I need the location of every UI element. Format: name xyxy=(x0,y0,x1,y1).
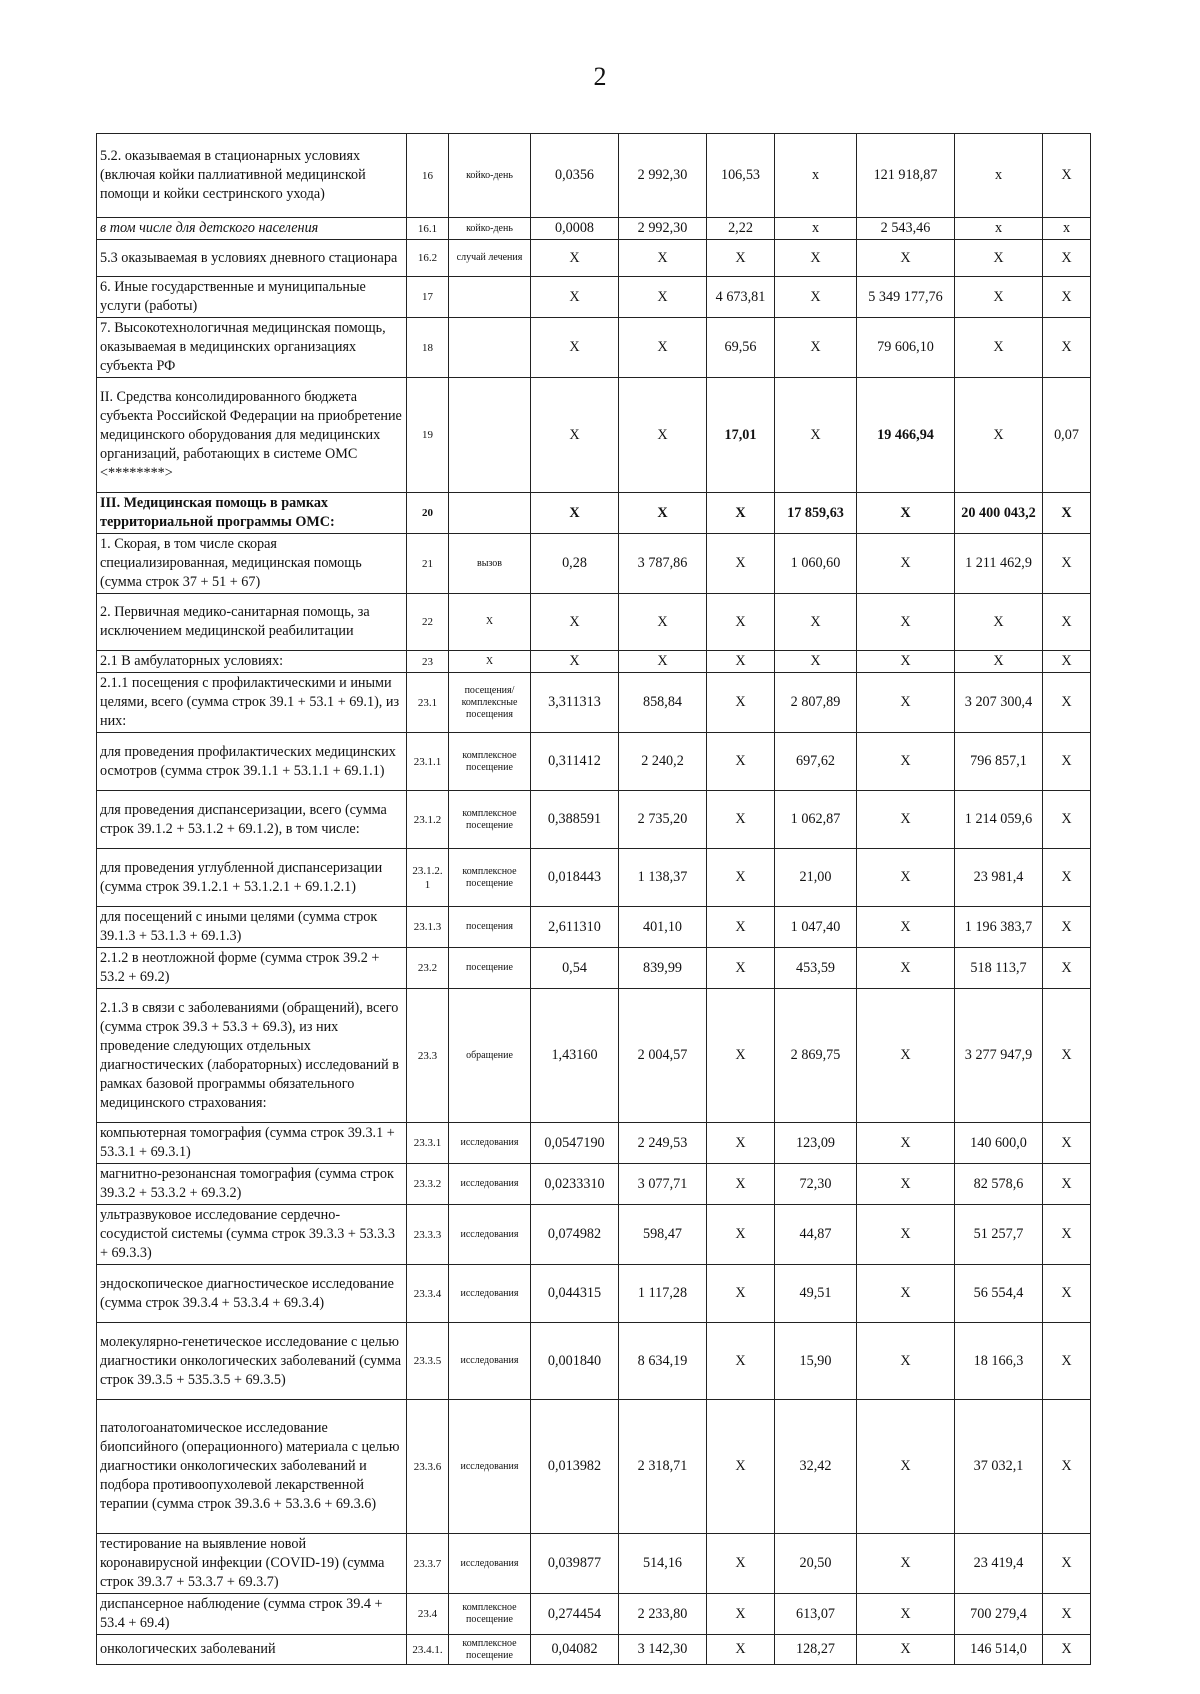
cell-c7: Х xyxy=(1043,318,1091,378)
cell-c5: 19 466,94 xyxy=(857,378,955,493)
cell-c7: Х xyxy=(1043,240,1091,277)
cell-c1: 0,013982 xyxy=(531,1400,619,1534)
cell-c7: Х xyxy=(1043,277,1091,318)
cell-c3: Х xyxy=(707,1400,775,1534)
cell-c3: Х xyxy=(707,1323,775,1400)
cell-code: 23.4.1. xyxy=(407,1635,449,1665)
cell-c5: Х xyxy=(857,534,955,594)
cell-name: III. Медицинская помощь в рамках территориальной программы ОМС: xyxy=(97,493,407,534)
cell-name: 1. Скорая, в том числе скорая специализированная, медицинская помощь (сумма строк 37 + 51 + 67) xyxy=(97,534,407,594)
table-row xyxy=(97,318,1091,378)
cell-c3: Х xyxy=(707,534,775,594)
cell-c3: Х xyxy=(707,1265,775,1323)
cell-c7: Х xyxy=(1043,1164,1091,1205)
cell-c1: 0,0356 xyxy=(531,134,619,218)
cell-c3: Х xyxy=(707,1534,775,1594)
cell-c4: 15,90 xyxy=(775,1323,857,1400)
cell-unit: исследования xyxy=(449,1400,531,1534)
cell-name: эндоскопическое диагностическое исследование (сумма строк 39.3.4 + 53.3.4 + 69.3.4) xyxy=(97,1265,407,1323)
cell-code: 23.3.2 xyxy=(407,1164,449,1205)
cell-c4: 128,27 xyxy=(775,1635,857,1665)
cell-c7: х xyxy=(1043,218,1091,240)
cell-name: 2.1 В амбулаторных условиях: xyxy=(97,651,407,673)
cell-c4: Х xyxy=(775,240,857,277)
cell-c7: Х xyxy=(1043,989,1091,1123)
cell-c3: Х xyxy=(707,733,775,791)
cell-c6: Х xyxy=(955,651,1043,673)
cell-c6: 140 600,0 xyxy=(955,1123,1043,1164)
cell-unit: исследования xyxy=(449,1323,531,1400)
cell-c5: Х xyxy=(857,673,955,733)
cell-c3: Х xyxy=(707,989,775,1123)
cell-c4: Х xyxy=(775,318,857,378)
cell-c1: 0,0008 xyxy=(531,218,619,240)
cell-name: для проведения профилактических медицинских осмотров (сумма строк 39.1.1 + 53.1.1 + 69.1.1) xyxy=(97,733,407,791)
cell-c4: 2 807,89 xyxy=(775,673,857,733)
cell-c5: Х xyxy=(857,1400,955,1534)
cell-unit: комплексное посещение xyxy=(449,791,531,849)
cell-c7: Х xyxy=(1043,493,1091,534)
cell-c1: Х xyxy=(531,240,619,277)
cell-c7: Х xyxy=(1043,1265,1091,1323)
cell-c4: х xyxy=(775,134,857,218)
cell-c4: 44,87 xyxy=(775,1205,857,1265)
cell-unit xyxy=(449,493,531,534)
cell-c4: 17 859,63 xyxy=(775,493,857,534)
cell-c7: Х xyxy=(1043,651,1091,673)
cell-name: 7. Высокотехнологичная медицинская помощь, оказываемая в медицинских организациях субъекта РФ xyxy=(97,318,407,378)
cell-c5: 121 918,87 xyxy=(857,134,955,218)
cell-c5: Х xyxy=(857,493,955,534)
cell-c1: 0,039877 xyxy=(531,1534,619,1594)
cell-c4: х xyxy=(775,218,857,240)
cell-c7: Х xyxy=(1043,907,1091,948)
table-row xyxy=(97,1594,1091,1635)
table-row xyxy=(97,1400,1091,1534)
cell-c6: 37 032,1 xyxy=(955,1400,1043,1534)
table-row xyxy=(97,1205,1091,1265)
cell-c1: 0,311412 xyxy=(531,733,619,791)
cell-unit: койко-день xyxy=(449,218,531,240)
cell-c4: 20,50 xyxy=(775,1534,857,1594)
cell-c4: 123,09 xyxy=(775,1123,857,1164)
cell-name: 2. Первичная медико-санитарная помощь, за исключением медицинской реабилитации xyxy=(97,594,407,651)
cell-c3: Х xyxy=(707,791,775,849)
cell-c1: 0,54 xyxy=(531,948,619,989)
cell-name: 6. Иные государственные и муниципальные услуги (работы) xyxy=(97,277,407,318)
cell-unit xyxy=(449,277,531,318)
cell-unit: комплексное посещение xyxy=(449,1635,531,1665)
cell-code: 23.3.4 xyxy=(407,1265,449,1323)
cell-c4: 453,59 xyxy=(775,948,857,989)
cell-c6: 146 514,0 xyxy=(955,1635,1043,1665)
summary-table xyxy=(96,133,1091,1665)
cell-c6: х xyxy=(955,218,1043,240)
cell-unit: исследования xyxy=(449,1265,531,1323)
cell-c6: Х xyxy=(955,594,1043,651)
cell-unit: Х xyxy=(449,594,531,651)
table-row xyxy=(97,594,1091,651)
table-row xyxy=(97,1323,1091,1400)
cell-unit xyxy=(449,318,531,378)
cell-c2: 514,16 xyxy=(619,1534,707,1594)
cell-c4: 21,00 xyxy=(775,849,857,907)
cell-c2: Х xyxy=(619,318,707,378)
cell-code: 23 xyxy=(407,651,449,673)
cell-c2: 1 117,28 xyxy=(619,1265,707,1323)
cell-name: 2.1.2 в неотложной форме (сумма строк 39.2 + 53.2 + 69.2) xyxy=(97,948,407,989)
cell-code: 16.1 xyxy=(407,218,449,240)
cell-c1: 0,0233310 xyxy=(531,1164,619,1205)
cell-name: онкологических заболеваний xyxy=(97,1635,407,1665)
cell-c5: Х xyxy=(857,791,955,849)
page-number: 2 xyxy=(593,62,607,91)
cell-c7: Х xyxy=(1043,1534,1091,1594)
cell-name: тестирование на выявление новой коронавирусной инфекции (COVID-19) (сумма строк 39.3.7 + 53.3.7 + 69.3.7) xyxy=(97,1534,407,1594)
cell-c2: 2 233,80 xyxy=(619,1594,707,1635)
table-row xyxy=(97,378,1091,493)
cell-c5: Х xyxy=(857,948,955,989)
cell-unit: комплексное посещение xyxy=(449,849,531,907)
cell-c1: 0,28 xyxy=(531,534,619,594)
cell-c5: Х xyxy=(857,1265,955,1323)
table-row xyxy=(97,673,1091,733)
cell-name: диспансерное наблюдение (сумма строк 39.4 + 53.4 + 69.4) xyxy=(97,1594,407,1635)
cell-code: 23.3 xyxy=(407,989,449,1123)
cell-c2: 8 634,19 xyxy=(619,1323,707,1400)
cell-c1: 0,018443 xyxy=(531,849,619,907)
cell-code: 21 xyxy=(407,534,449,594)
cell-c7: Х xyxy=(1043,849,1091,907)
cell-code: 19 xyxy=(407,378,449,493)
cell-unit xyxy=(449,378,531,493)
cell-c7: Х xyxy=(1043,733,1091,791)
cell-unit: посещение xyxy=(449,948,531,989)
cell-c7: Х xyxy=(1043,673,1091,733)
table-row xyxy=(97,218,1091,240)
cell-unit: исследования xyxy=(449,1205,531,1265)
cell-c2: 2 318,71 xyxy=(619,1400,707,1534)
cell-unit: Х xyxy=(449,651,531,673)
cell-unit: случай лечения xyxy=(449,240,531,277)
cell-c7: Х xyxy=(1043,1594,1091,1635)
cell-c5: Х xyxy=(857,1164,955,1205)
cell-c4: 72,30 xyxy=(775,1164,857,1205)
table-row xyxy=(97,791,1091,849)
cell-unit: исследования xyxy=(449,1164,531,1205)
cell-c4: 1 062,87 xyxy=(775,791,857,849)
cell-c3: Х xyxy=(707,493,775,534)
cell-c5: Х xyxy=(857,240,955,277)
cell-c6: 23 981,4 xyxy=(955,849,1043,907)
table-row xyxy=(97,849,1091,907)
cell-c4: 697,62 xyxy=(775,733,857,791)
cell-c6: 56 554,4 xyxy=(955,1265,1043,1323)
cell-name: компьютерная томография (сумма строк 39.3.1 + 53.3.1 + 69.3.1) xyxy=(97,1123,407,1164)
cell-c4: 2 869,75 xyxy=(775,989,857,1123)
cell-code: 23.1.1 xyxy=(407,733,449,791)
cell-c2: 2 004,57 xyxy=(619,989,707,1123)
cell-c3: Х xyxy=(707,849,775,907)
cell-c3: 69,56 xyxy=(707,318,775,378)
cell-code: 23.3.6 xyxy=(407,1400,449,1534)
cell-c6: х xyxy=(955,134,1043,218)
cell-c2: 839,99 xyxy=(619,948,707,989)
table-row xyxy=(97,651,1091,673)
cell-name: для посещений с иными целями (сумма строк 39.1.3 + 53.1.3 + 69.1.3) xyxy=(97,907,407,948)
cell-name: патологоанатомическое исследование биопсийного (операционного) материала с целью диагностики онкологических заболеваний и подбора противоопухолевой лекарственной терапии (сумма строк 39.3.6 + 53.3.6 + 69.3.6) xyxy=(97,1400,407,1534)
table-row xyxy=(97,240,1091,277)
cell-c3: Х xyxy=(707,1205,775,1265)
cell-c7: Х xyxy=(1043,534,1091,594)
cell-c2: 598,47 xyxy=(619,1205,707,1265)
cell-c1: 0,0547190 xyxy=(531,1123,619,1164)
cell-c4: Х xyxy=(775,378,857,493)
cell-c3: Х xyxy=(707,240,775,277)
cell-unit: исследования xyxy=(449,1123,531,1164)
table-row xyxy=(97,1635,1091,1665)
cell-c7: Х xyxy=(1043,791,1091,849)
cell-c1: 0,044315 xyxy=(531,1265,619,1323)
cell-c1: 1,43160 xyxy=(531,989,619,1123)
cell-c1: Х xyxy=(531,318,619,378)
cell-c2: 3 787,86 xyxy=(619,534,707,594)
cell-c4: 613,07 xyxy=(775,1594,857,1635)
cell-c6: 51 257,7 xyxy=(955,1205,1043,1265)
cell-c5: Х xyxy=(857,989,955,1123)
cell-name: в том числе для детского населения xyxy=(97,218,407,240)
cell-c2: 401,10 xyxy=(619,907,707,948)
cell-c5: Х xyxy=(857,1205,955,1265)
cell-c3: Х xyxy=(707,1123,775,1164)
cell-c1: 2,611310 xyxy=(531,907,619,948)
cell-c1: Х xyxy=(531,277,619,318)
cell-c3: Х xyxy=(707,673,775,733)
cell-c5: 79 606,10 xyxy=(857,318,955,378)
cell-c5: Х xyxy=(857,849,955,907)
cell-c5: Х xyxy=(857,1594,955,1635)
cell-c6: 796 857,1 xyxy=(955,733,1043,791)
table-row xyxy=(97,534,1091,594)
cell-name: для проведения углубленной диспансеризации (сумма строк 39.1.2.1 + 53.1.2.1 + 69.1.2.1) xyxy=(97,849,407,907)
cell-c7: Х xyxy=(1043,134,1091,218)
cell-unit: комплексное посещение xyxy=(449,733,531,791)
cell-c4: 49,51 xyxy=(775,1265,857,1323)
cell-c6: Х xyxy=(955,378,1043,493)
cell-code: 16 xyxy=(407,134,449,218)
cell-name: для проведения диспансеризации, всего (сумма строк 39.1.2 + 53.1.2 + 69.1.2), в том числе: xyxy=(97,791,407,849)
cell-unit: комплексное посещение xyxy=(449,1594,531,1635)
cell-c5: Х xyxy=(857,1123,955,1164)
cell-c6: 23 419,4 xyxy=(955,1534,1043,1594)
table-row xyxy=(97,1265,1091,1323)
cell-c1: 0,274454 xyxy=(531,1594,619,1635)
cell-name: 5.3 оказываемая в условиях дневного стационара xyxy=(97,240,407,277)
cell-unit: посещения/ комплексные посещения xyxy=(449,673,531,733)
cell-c2: 1 138,37 xyxy=(619,849,707,907)
cell-c2: Х xyxy=(619,594,707,651)
cell-c2: 2 240,2 xyxy=(619,733,707,791)
cell-code: 22 xyxy=(407,594,449,651)
table-row xyxy=(97,1123,1091,1164)
cell-c1: 0,388591 xyxy=(531,791,619,849)
cell-c3: Х xyxy=(707,1164,775,1205)
cell-c7: 0,07 xyxy=(1043,378,1091,493)
cell-c3: Х xyxy=(707,651,775,673)
cell-c2: Х xyxy=(619,493,707,534)
cell-c2: Х xyxy=(619,240,707,277)
cell-name: 5.2. оказываемая в стационарных условиях (включая койки паллиативной медицинской помощи и койки сестринского ухода) xyxy=(97,134,407,218)
table-row xyxy=(97,733,1091,791)
table-row xyxy=(97,277,1091,318)
cell-c3: Х xyxy=(707,1635,775,1665)
cell-c5: Х xyxy=(857,1323,955,1400)
cell-c2: 2 249,53 xyxy=(619,1123,707,1164)
cell-c2: 2 992,30 xyxy=(619,218,707,240)
cell-c1: Х xyxy=(531,594,619,651)
cell-c5: Х xyxy=(857,1635,955,1665)
cell-c1: Х xyxy=(531,651,619,673)
cell-unit: койко-день xyxy=(449,134,531,218)
cell-c4: Х xyxy=(775,651,857,673)
cell-c6: 3 207 300,4 xyxy=(955,673,1043,733)
cell-code: 23.2 xyxy=(407,948,449,989)
cell-c5: Х xyxy=(857,733,955,791)
table-row xyxy=(97,493,1091,534)
cell-c6: 1 214 059,6 xyxy=(955,791,1043,849)
table-row xyxy=(97,948,1091,989)
cell-c6: Х xyxy=(955,277,1043,318)
cell-code: 23.3.5 xyxy=(407,1323,449,1400)
cell-code: 17 xyxy=(407,277,449,318)
cell-c6: 20 400 043,2 xyxy=(955,493,1043,534)
cell-c3: Х xyxy=(707,1594,775,1635)
cell-c5: Х xyxy=(857,651,955,673)
cell-c2: Х xyxy=(619,378,707,493)
cell-c4: Х xyxy=(775,594,857,651)
table-row xyxy=(97,134,1091,218)
cell-c4: 32,42 xyxy=(775,1400,857,1534)
cell-code: 23.1.3 xyxy=(407,907,449,948)
cell-c7: Х xyxy=(1043,1123,1091,1164)
cell-c6: Х xyxy=(955,240,1043,277)
cell-c3: Х xyxy=(707,907,775,948)
cell-c5: Х xyxy=(857,907,955,948)
cell-c3: 4 673,81 xyxy=(707,277,775,318)
table-row xyxy=(97,1534,1091,1594)
cell-c5: 5 349 177,76 xyxy=(857,277,955,318)
cell-code: 18 xyxy=(407,318,449,378)
cell-c2: Х xyxy=(619,277,707,318)
cell-c7: Х xyxy=(1043,594,1091,651)
cell-c5: Х xyxy=(857,1534,955,1594)
cell-c4: 1 060,60 xyxy=(775,534,857,594)
cell-code: 23.3.1 xyxy=(407,1123,449,1164)
cell-unit: исследования xyxy=(449,1534,531,1594)
cell-code: 23.4 xyxy=(407,1594,449,1635)
cell-c1: 0,04082 xyxy=(531,1635,619,1665)
cell-name: магнитно-резонансная томография (сумма строк 39.3.2 + 53.3.2 + 69.3.2) xyxy=(97,1164,407,1205)
cell-c4: 1 047,40 xyxy=(775,907,857,948)
cell-code: 23.1 xyxy=(407,673,449,733)
cell-c7: Х xyxy=(1043,1323,1091,1400)
cell-unit: посещения xyxy=(449,907,531,948)
cell-name: II. Средства консолидированного бюджета субъекта Российской Федерации на приобретение медицинского оборудования для медицинских организаций, работающих в системе ОМС <********> xyxy=(97,378,407,493)
cell-c5: 2 543,46 xyxy=(857,218,955,240)
cell-c4: Х xyxy=(775,277,857,318)
cell-c1: 3,311313 xyxy=(531,673,619,733)
cell-c1: 0,074982 xyxy=(531,1205,619,1265)
cell-c1: 0,001840 xyxy=(531,1323,619,1400)
table-row xyxy=(97,1164,1091,1205)
cell-c6: Х xyxy=(955,318,1043,378)
cell-c2: 2 992,30 xyxy=(619,134,707,218)
cell-c3: 17,01 xyxy=(707,378,775,493)
cell-c7: Х xyxy=(1043,948,1091,989)
cell-c2: Х xyxy=(619,651,707,673)
cell-unit: вызов xyxy=(449,534,531,594)
cell-name: 2.1.1 посещения с профилактическими и иными целями, всего (сумма строк 39.1 + 53.1 + 69.1), из них: xyxy=(97,673,407,733)
cell-name: ультразвуковое исследование сердечно-сосудистой системы (сумма строк 39.3.3 + 53.3.3 + 69.3.3) xyxy=(97,1205,407,1265)
cell-code: 23.3.3 xyxy=(407,1205,449,1265)
cell-c6: 518 113,7 xyxy=(955,948,1043,989)
cell-code: 16.2 xyxy=(407,240,449,277)
cell-code: 23.3.7 xyxy=(407,1534,449,1594)
cell-c2: 2 735,20 xyxy=(619,791,707,849)
table-row xyxy=(97,989,1091,1123)
cell-c2: 858,84 xyxy=(619,673,707,733)
cell-c6: 1 196 383,7 xyxy=(955,907,1043,948)
cell-c6: 82 578,6 xyxy=(955,1164,1043,1205)
cell-code: 20 xyxy=(407,493,449,534)
cell-c3: 106,53 xyxy=(707,134,775,218)
cell-code: 23.1.2. 1 xyxy=(407,849,449,907)
cell-c3: Х xyxy=(707,948,775,989)
cell-unit: обращение xyxy=(449,989,531,1123)
cell-c7: Х xyxy=(1043,1400,1091,1534)
cell-c7: Х xyxy=(1043,1635,1091,1665)
cell-c5: Х xyxy=(857,594,955,651)
cell-c6: 700 279,4 xyxy=(955,1594,1043,1635)
cell-c6: 18 166,3 xyxy=(955,1323,1043,1400)
cell-c1: Х xyxy=(531,493,619,534)
cell-c2: 3 142,30 xyxy=(619,1635,707,1665)
cell-name: молекулярно-генетическое исследование с целью диагностики онкологических заболеваний (сумма строк 39.3.5 + 535.3.5 + 69.3.5) xyxy=(97,1323,407,1400)
cell-c3: Х xyxy=(707,594,775,651)
cell-c2: 3 077,71 xyxy=(619,1164,707,1205)
cell-c6: 3 277 947,9 xyxy=(955,989,1043,1123)
cell-name: 2.1.3 в связи с заболеваниями (обращений), всего (сумма строк 39.3 + 53.3 + 69.3), из них проведение следующих отдельных диагностических (лабораторных) исследований в рамках базовой программы обязательного медицинского страхования: xyxy=(97,989,407,1123)
cell-c7: Х xyxy=(1043,1205,1091,1265)
table-row xyxy=(97,907,1091,948)
cell-c6: 1 211 462,9 xyxy=(955,534,1043,594)
cell-c3: 2,22 xyxy=(707,218,775,240)
cell-c1: Х xyxy=(531,378,619,493)
cell-code: 23.1.2 xyxy=(407,791,449,849)
